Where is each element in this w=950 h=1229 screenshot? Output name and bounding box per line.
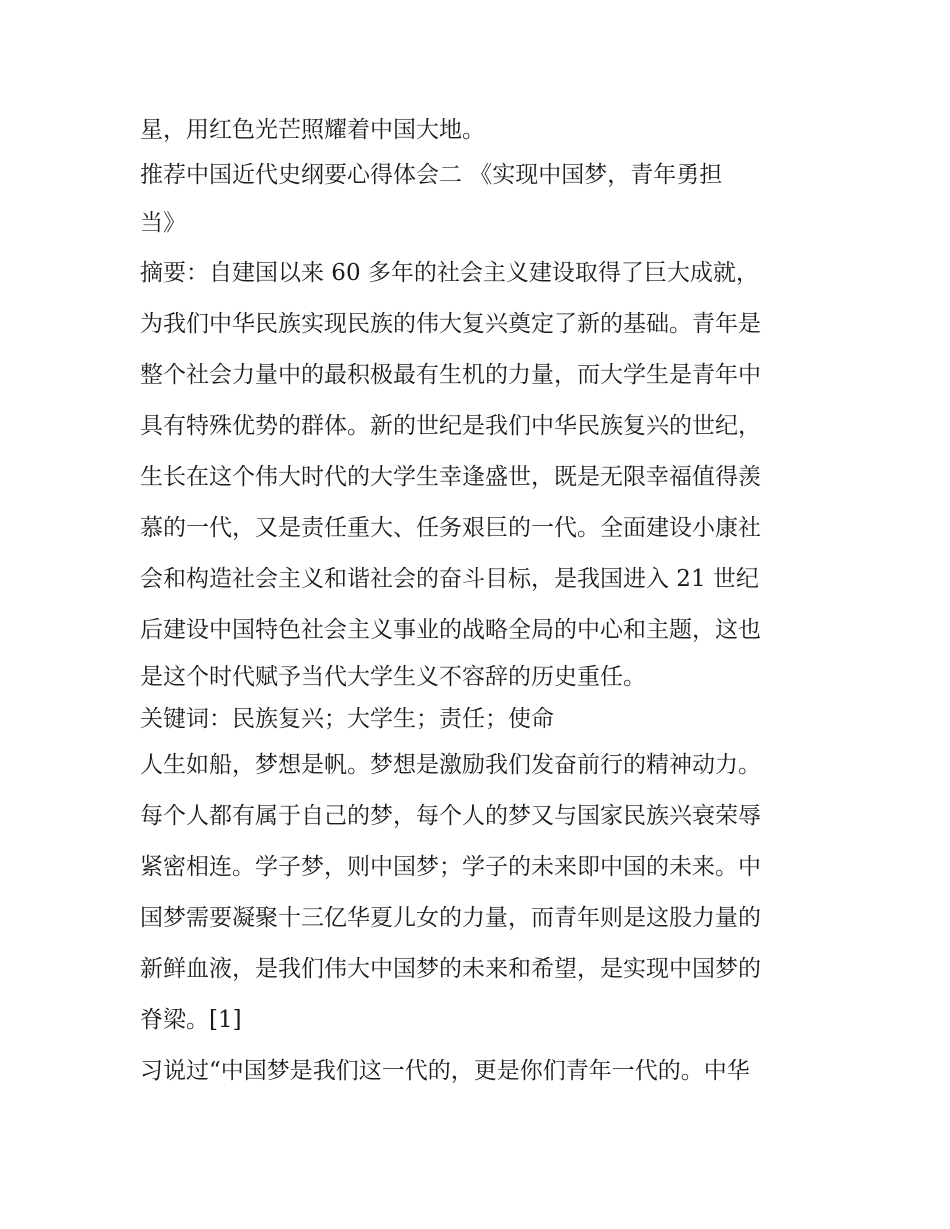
- abstract-line: 整个社会力量中的最积极最有生机的力量，而大学生是青年中: [140, 362, 761, 388]
- body-line: 每个人都有属于自己的梦，每个人的梦又与国家民族兴衰荣辱: [140, 803, 761, 829]
- keywords-line: 关键词：民族复兴；大学生；责任；使命: [140, 706, 554, 732]
- abstract-line: 具有特殊优势的群体。新的世纪是我们中华民族复兴的世纪，: [140, 413, 761, 439]
- section-title-line: 推荐中国近代史纲要心得体会二 《实现中国梦，青年勇担: [140, 162, 723, 188]
- abstract-line: 生长在这个伟大时代的大学生幸逢盛世，既是无限幸福值得羡: [140, 464, 761, 490]
- abstract-line: 慕的一代，又是责任重大、任务艰巨的一代。全面建设小康社: [140, 515, 761, 541]
- body-line: 新鲜血液，是我们伟大中国梦的未来和希望，是实现中国梦的: [140, 956, 761, 982]
- body-line: 紧密相连。学子梦，则中国梦；学子的未来即中国的未来。中: [140, 854, 761, 880]
- abstract-line: 是这个时代赋予当代大学生义不容辞的历史重任。: [140, 664, 646, 690]
- abstract-line: 后建设中国特色社会主义事业的战略全局的中心和主题，这也: [140, 617, 761, 643]
- abstract-line: 摘要：自建国以来 60 多年的社会主义建设取得了巨大成就，: [140, 260, 759, 286]
- abstract-line: 会和构造社会主义和谐社会的奋斗目标，是我国进入 21 世纪: [140, 566, 759, 592]
- body-line: 脊梁。[1]: [140, 1007, 242, 1033]
- body-line: 习说过“中国梦是我们这一代的，更是你们青年一代的。中华: [140, 1058, 750, 1084]
- abstract-line: 为我们中华民族实现民族的伟大复兴奠定了新的基础。青年是: [140, 311, 761, 337]
- section-title-line: 当》: [140, 210, 186, 236]
- text-line: 星，用红色光芒照耀着中国大地。: [140, 117, 485, 143]
- body-line: 国梦需要凝聚十三亿华夏儿女的力量，而青年则是这股力量的: [140, 905, 761, 931]
- body-line: 人生如船，梦想是帆。梦想是激励我们发奋前行的精神动力。: [140, 752, 761, 778]
- document-body: [140, 108, 820, 1097]
